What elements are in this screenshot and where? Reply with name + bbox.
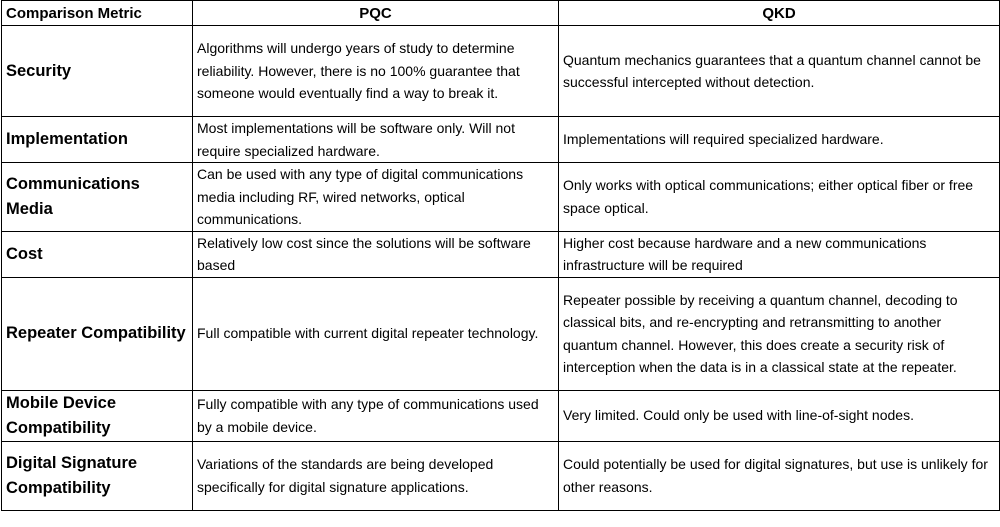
pqc-cell: Full compatible with current digital repeater technology. bbox=[193, 277, 559, 390]
metric-cell: Cost bbox=[2, 231, 193, 277]
table-row bbox=[2, 26, 1000, 117]
qkd-cell: Quantum mechanics guarantees that a quantum channel cannot be successful intercepted without detection. bbox=[559, 26, 1000, 117]
comparison-table bbox=[1, 0, 1000, 511]
pqc-cell: Variations of the standards are being developed specifically for digital signature applications. bbox=[193, 441, 559, 510]
pqc-cell: Can be used with any type of digital communications media including RF, wired networks, optical communications. bbox=[193, 163, 559, 232]
table-row bbox=[2, 441, 1000, 510]
metric-cell: Repeater Compatibility bbox=[2, 277, 193, 390]
qkd-cell: Implementations will required specialized hardware. bbox=[559, 117, 1000, 163]
pqc-cell: Most implementations will be software only. Will not require specialized hardware. bbox=[193, 117, 559, 163]
metric-cell: Implementation bbox=[2, 117, 193, 163]
metric-cell: Digital Signature Compatibility bbox=[2, 441, 193, 510]
qkd-cell: Very limited. Could only be used with line-of-sight nodes. bbox=[559, 390, 1000, 441]
pqc-cell: Fully compatible with any type of communications used by a mobile device. bbox=[193, 390, 559, 441]
qkd-cell: Could potentially be used for digital signatures, but use is unlikely for other reasons. bbox=[559, 441, 1000, 510]
table-row bbox=[2, 117, 1000, 163]
qkd-cell: Only works with optical communications; either optical fiber or free space optical. bbox=[559, 163, 1000, 232]
qkd-cell: Repeater possible by receiving a quantum channel, decoding to classical bits, and re-encrypting and retransmitting to another quantum channel. However, this does create a security risk of interception when the data is in a classical state at the repeater. bbox=[559, 277, 1000, 390]
pqc-cell: Relatively low cost since the solutions will be software based bbox=[193, 231, 559, 277]
header-qkd: QKD bbox=[559, 1, 1000, 26]
header-metric: Comparison Metric bbox=[2, 1, 193, 26]
metric-cell: Mobile Device Compatibility bbox=[2, 390, 193, 441]
metric-cell: Communications Media bbox=[2, 163, 193, 232]
pqc-cell: Algorithms will undergo years of study to determine reliability. However, there is no 100% guarantee that someone would eventually find a way to break it. bbox=[193, 26, 559, 117]
header-row bbox=[2, 1, 1000, 26]
metric-cell: Security bbox=[2, 26, 193, 117]
table-row bbox=[2, 277, 1000, 390]
table-row bbox=[2, 390, 1000, 441]
header-pqc: PQC bbox=[193, 1, 559, 26]
table-row bbox=[2, 231, 1000, 277]
qkd-cell: Higher cost because hardware and a new communications infrastructure will be required bbox=[559, 231, 1000, 277]
table-row bbox=[2, 163, 1000, 232]
